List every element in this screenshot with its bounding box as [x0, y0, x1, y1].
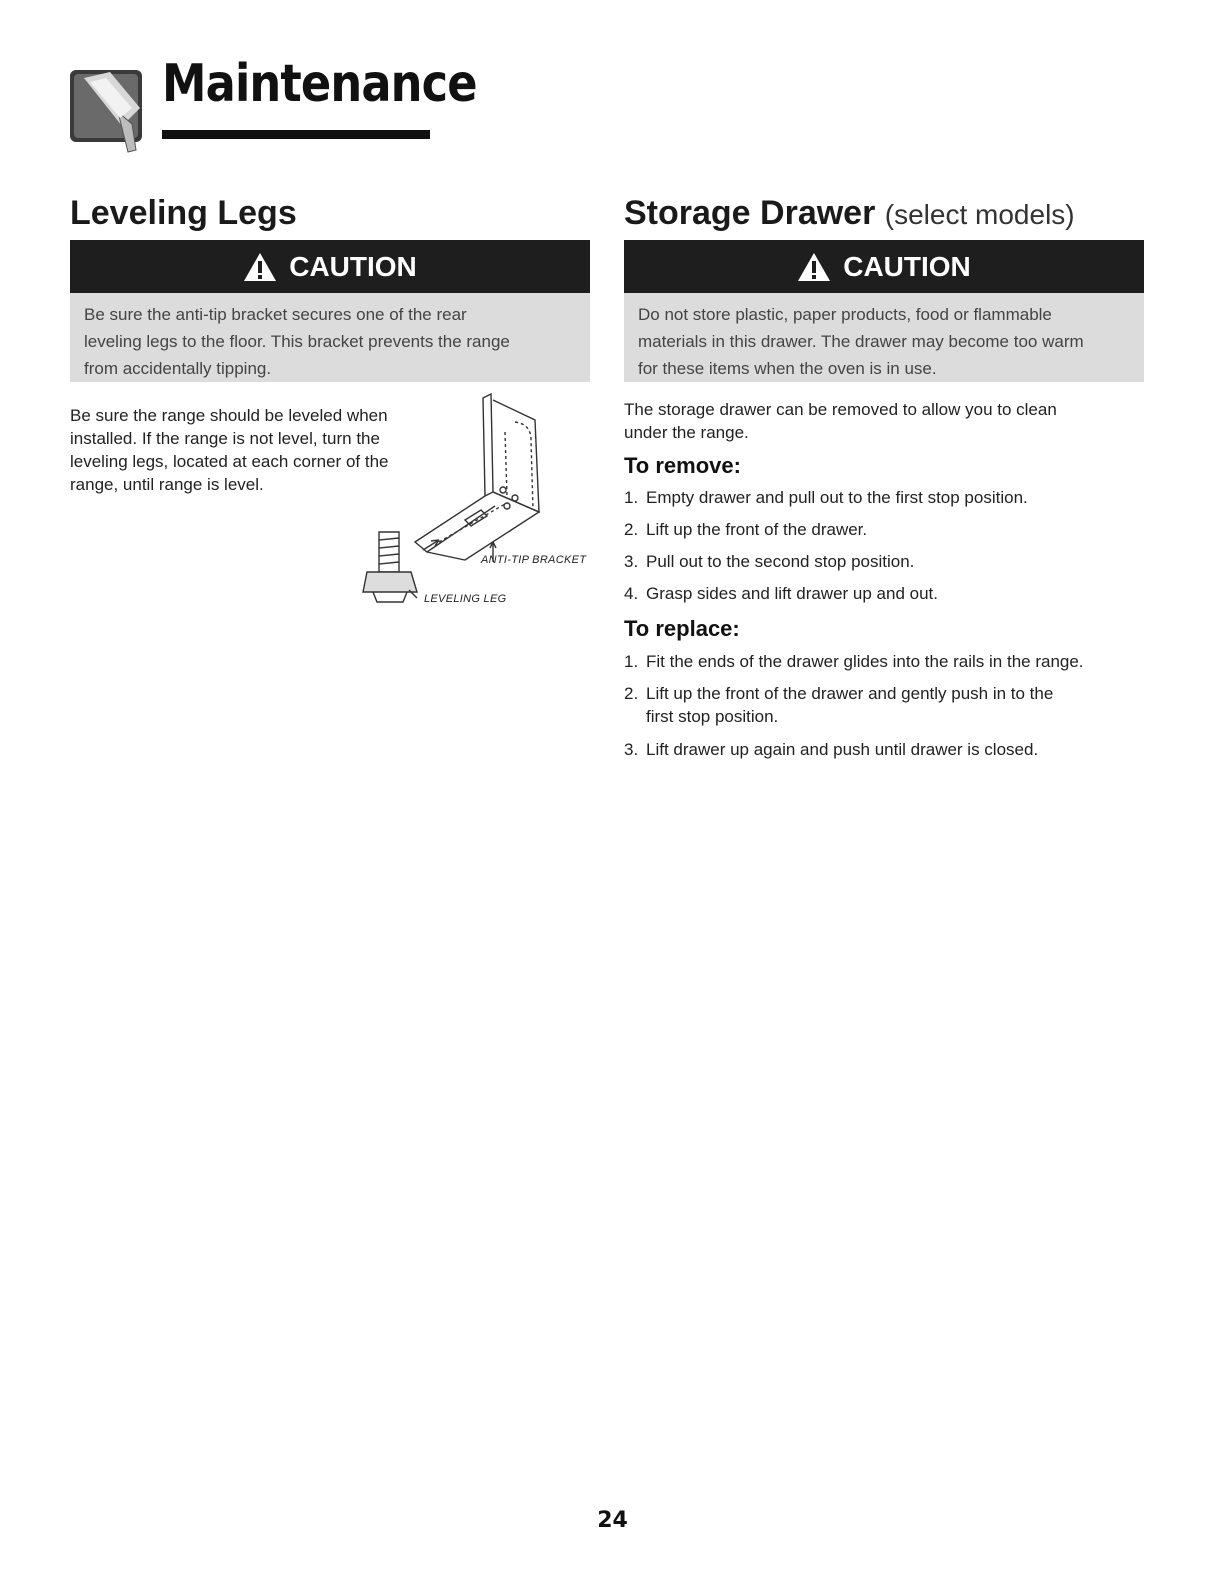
list-item [624, 738, 1144, 761]
screwdriver-icon [70, 64, 148, 154]
caution-label: CAUTION [843, 250, 971, 282]
body-line: Be sure the range should be leveled when [70, 406, 388, 425]
body-line: leveling legs, located at each corner of the [70, 452, 389, 471]
caution-line: from accidentally tipping. [84, 359, 272, 378]
intro-line: under the range. [624, 423, 749, 442]
warning-icon [797, 252, 831, 282]
intro-line: The storage drawer can be removed to allow you to clean [624, 400, 1057, 419]
step-text-continued: first stop position. [646, 707, 779, 726]
leveling-legs-title: Leveling Legs [70, 194, 297, 232]
list-item [624, 582, 1144, 605]
step-text: Lift up the front of the drawer and gently push in to the [646, 684, 1054, 703]
caution-line: leveling legs to the floor. This bracket prevents the range [84, 332, 510, 351]
step-number: 1. [624, 488, 639, 507]
storage-drawer-title-sub: (select models) [884, 199, 1075, 230]
leveling-leg-label: LEVELING LEG [424, 593, 507, 605]
storage-intro [624, 398, 1144, 444]
step-text: Lift up the front of the drawer. [646, 520, 868, 539]
list-item [624, 486, 1144, 509]
step-number: 3. [624, 740, 639, 759]
storage-drawer-title-main: Storage Drawer [624, 194, 876, 232]
caution-text-leveling [70, 293, 590, 382]
caution-label: CAUTION [289, 250, 417, 282]
body-line: installed. If the range is not level, turn the [70, 429, 380, 448]
storage-drawer-title [624, 196, 1075, 230]
page-number: 24 [597, 1508, 628, 1533]
step-text: Grasp sides and lift drawer up and out. [646, 584, 938, 603]
caution-line: Do not store plastic, paper products, food or flammable [638, 305, 1052, 324]
step-text: Fit the ends of the drawer glides into the rails in the range. [646, 652, 1084, 671]
caution-banner-leveling [70, 240, 590, 293]
step-number: 4. [624, 584, 639, 603]
anti-tip-bracket-label: ANTI-TIP BRACKET [481, 554, 587, 566]
page-title: Maintenance [162, 54, 477, 114]
step-number: 3. [624, 552, 639, 571]
caution-banner-storage [624, 240, 1144, 293]
anti-tip-bracket-diagram [355, 392, 605, 612]
caution-line: materials in this drawer. The drawer may become too warm [638, 332, 1084, 351]
caution-line: Be sure the anti-tip bracket secures one of the rear [84, 305, 467, 324]
warning-icon [243, 252, 277, 282]
to-replace-heading: To replace: [624, 616, 740, 641]
list-item [624, 550, 1144, 573]
caution-text-storage [624, 293, 1144, 382]
step-number: 2. [624, 520, 639, 539]
step-text: Empty drawer and pull out to the first stop position. [646, 488, 1028, 507]
body-line: range, until range is level. [70, 475, 264, 494]
step-number: 2. [624, 684, 639, 703]
list-item [624, 650, 1144, 673]
to-remove-heading: To remove: [624, 453, 741, 478]
list-item [624, 682, 1144, 728]
title-underline [162, 130, 430, 139]
step-text: Lift drawer up again and push until drawer is closed. [646, 740, 1039, 759]
step-text: Pull out to the second stop position. [646, 552, 915, 571]
list-item [624, 518, 1144, 541]
step-number: 1. [624, 652, 639, 671]
caution-line: for these items when the oven is in use. [638, 359, 937, 378]
